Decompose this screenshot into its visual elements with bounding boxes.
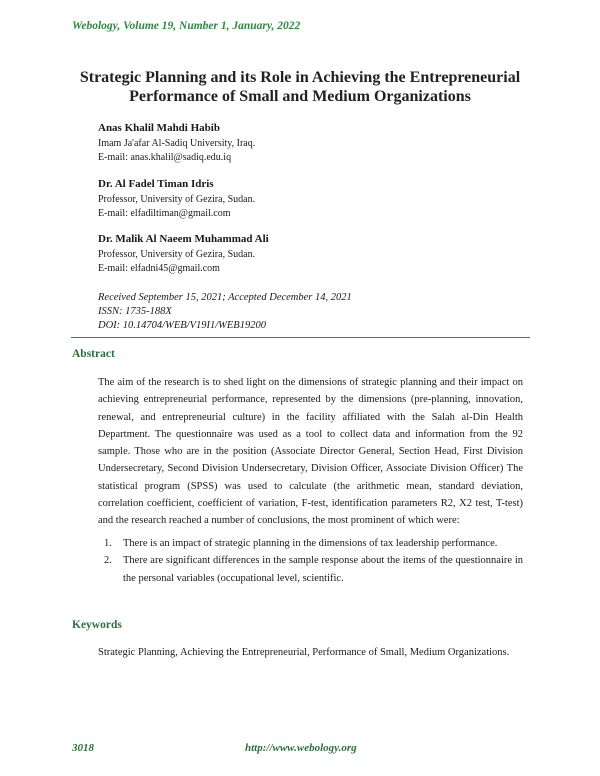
doi: DOI: 10.14704/WEB/V19I1/WEB19200 <box>98 320 266 331</box>
list-item-text: There are significant differences in the sample response about the items of the questionnaire in the personal variables (occupational level, scientific. <box>123 555 523 584</box>
author-name: Anas Khalil Mahdi Habib <box>98 122 220 134</box>
section-divider <box>71 337 530 338</box>
paper-title-line-1: Strategic Planning and its Role in Achieving the Entrepreneurial <box>79 69 521 86</box>
author-3 <box>98 232 269 276</box>
abstract-body: The aim of the research is to shed light on the dimensions of strategic planning and their impact on achieving entrepreneurial performance, represented by the dimensions (pre-planning, innovation, renewal, and entrepreneurial culture) in the facility affiliated with the Salah al-Din Health Department. The questionnaire was used as a tool to collect data and information from the 92 sample. Those who are in the position (Associate Director General, Section Head, First Division Undersecretary, Second Division Undersecretary, Division Officer, Associate Division Officer) The statistical program (SPSS) was used to calculate (the arithmetic mean, standard deviation, correlation coefficient, coefficient of variation, F-test, identification parameters R2, X2 test, T-test) and the research reached a number of conclusions, the most prominent of which were: <box>98 377 523 527</box>
list-item-text: There is an impact of strategic planning in the dimensions of tax leadership performance. <box>123 538 498 549</box>
paper-title-line-2: Performance of Small and Medium Organizations <box>129 88 471 105</box>
author-affiliation: Professor, University of Gezira, Sudan. <box>98 194 256 205</box>
author-2 <box>98 177 255 221</box>
author-affiliation: Professor, University of Gezira, Sudan. <box>98 249 256 260</box>
journal-url[interactable]: http://www.webology.org <box>245 742 357 754</box>
keywords-heading: Keywords <box>72 619 122 631</box>
conclusions-list <box>98 535 523 587</box>
author-email: E-mail: elfadni45@gmail.com <box>98 263 220 274</box>
author-email: E-mail: anas.khalil@sadiq.edu.iq <box>98 152 232 163</box>
article-meta <box>98 291 352 333</box>
issn: ISSN: 1735-188X <box>98 306 172 317</box>
list-item <box>98 535 523 552</box>
author-affiliation: Imam Ja'afar Al-Sadiq University, Iraq. <box>98 138 256 149</box>
author-email: E-mail: elfadiltiman@gmail.com <box>98 208 231 219</box>
author-name: Dr. Al Fadel Timan Idris <box>98 178 214 190</box>
author-1 <box>98 121 255 165</box>
received-accepted-dates: Received September 15, 2021; Accepted December 14, 2021 <box>98 292 352 303</box>
abstract-heading: Abstract <box>72 348 115 360</box>
paper-title <box>60 68 540 106</box>
running-head: Webology, Volume 19, Number 1, January, 2022 <box>72 20 301 32</box>
keywords-body: Strategic Planning, Achieving the Entrepreneurial, Performance of Small, Medium Organizations. <box>98 647 510 658</box>
list-item <box>98 552 523 587</box>
author-name: Dr. Malik Al Naeem Muhammad Ali <box>98 233 269 245</box>
list-item-number: 1. <box>104 538 112 549</box>
list-item-number: 2. <box>104 555 112 567</box>
page-number: 3018 <box>72 742 94 754</box>
